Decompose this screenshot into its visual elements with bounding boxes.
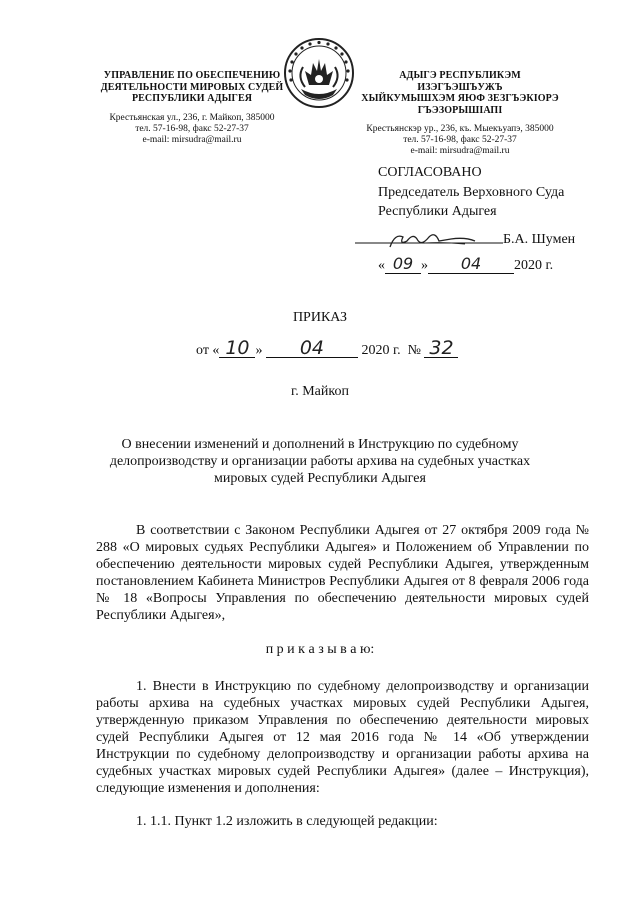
signature-icon	[355, 229, 505, 251]
order-day: 10	[225, 337, 250, 359]
org-name-ady: АДЫГЭ РЕСПУБЛИКЭМ ИЗЭГЪЭШЪУЖЪ ХЫЙКУМЫШХЭМ ЯЮФ ЗЕЗГЪЭКІОРЭ ГЪЭЗОРЫШІАПІ	[361, 70, 559, 116]
approval-org: Республики Адыгея	[378, 204, 497, 219]
org-address-ru: Крестьянская ул., 236, г. Майкоп, 385000 тел. 57-16-98, факс 52-27-37 e-mail: mirsudra@mail.ru	[109, 112, 275, 145]
order-number: 32	[429, 337, 454, 359]
page-title: ПРИКАЗ	[292, 310, 348, 325]
approval-signer-name: Б.А. Шумен	[503, 232, 576, 247]
org-address-ady: Крестьянскэр ур., 236, къ. Мыекъуапэ, 385000 тел. 57-16-98, факс 52-27-37 e-mail: mirsudra@mail.ru	[366, 124, 554, 156]
approval-position: Председатель Верховного Суда	[378, 185, 565, 200]
order-subject: О внесении изменений и дополнений в Инструкцию по судебному делопроизводству и организации работы архива на судебных участках мировых судей Республики Адыгея	[109, 437, 531, 486]
approval-month: 04	[460, 254, 482, 273]
republic-of-adygea-coat-of-arms-icon	[283, 37, 355, 109]
command-word: п р и к а з ы в а ю:	[265, 642, 375, 657]
approval-date: « 09 » 04 2020 г.	[378, 254, 554, 273]
order-year: 2020 г.	[361, 343, 401, 358]
preamble-paragraph: В соответствии с Законом Республики Адыгея от 27 октября 2009 года № 288 «О мировых судьях Республики Адыгея» и Положением об Управлении по обеспечению деятельности мировых судей Республики Адыгея, утвержденным постановлением Кабинета Министров Республики Адыгея от 8 февраля 2006 года № 18 «Вопросы Управления по обеспечению деятельности мировых судей Республики Адыгея»,	[96, 523, 589, 623]
header-right	[356, 70, 564, 157]
approval-block	[378, 163, 608, 221]
order-date-number: от « 10 » 04 2020 г. № 32	[196, 339, 458, 359]
item-1-1-paragraph: 1. 1.1. Пункт 1.2 изложить в следующей редакции:	[136, 814, 438, 829]
approval-signature-line	[355, 229, 595, 251]
order-month: 04	[299, 337, 325, 359]
header-left	[88, 70, 296, 146]
approval-day: 09	[392, 254, 414, 273]
approval-title: СОГЛАСОВАНО	[378, 165, 482, 180]
order-city: г. Майкоп	[291, 384, 349, 399]
item-1-paragraph: 1. Внести в Инструкцию по судебному делопроизводству и организации работы архива на судебных участках мировых судей Республики Адыгея, утвержденную приказом Управления по обеспечению деятельности мировых судей Республики Адыгея от 12 мая 2016 года № 14 «Об утверждении Инструкции по судебному делопроизводству и организации работы архива на судебных участках мировых судей Республики Адыгея» (далее – Инструкция), следующие изменения и дополнения:	[96, 679, 589, 796]
approval-year: 2020 г.	[514, 258, 554, 273]
org-name-ru: УПРАВЛЕНИЕ ПО ОБЕСПЕЧЕНИЮ ДЕЯТЕЛЬНОСТИ МИРОВЫХ СУДЕЙ РЕСПУБЛИКИ АДЫГЕЯ	[100, 70, 284, 104]
